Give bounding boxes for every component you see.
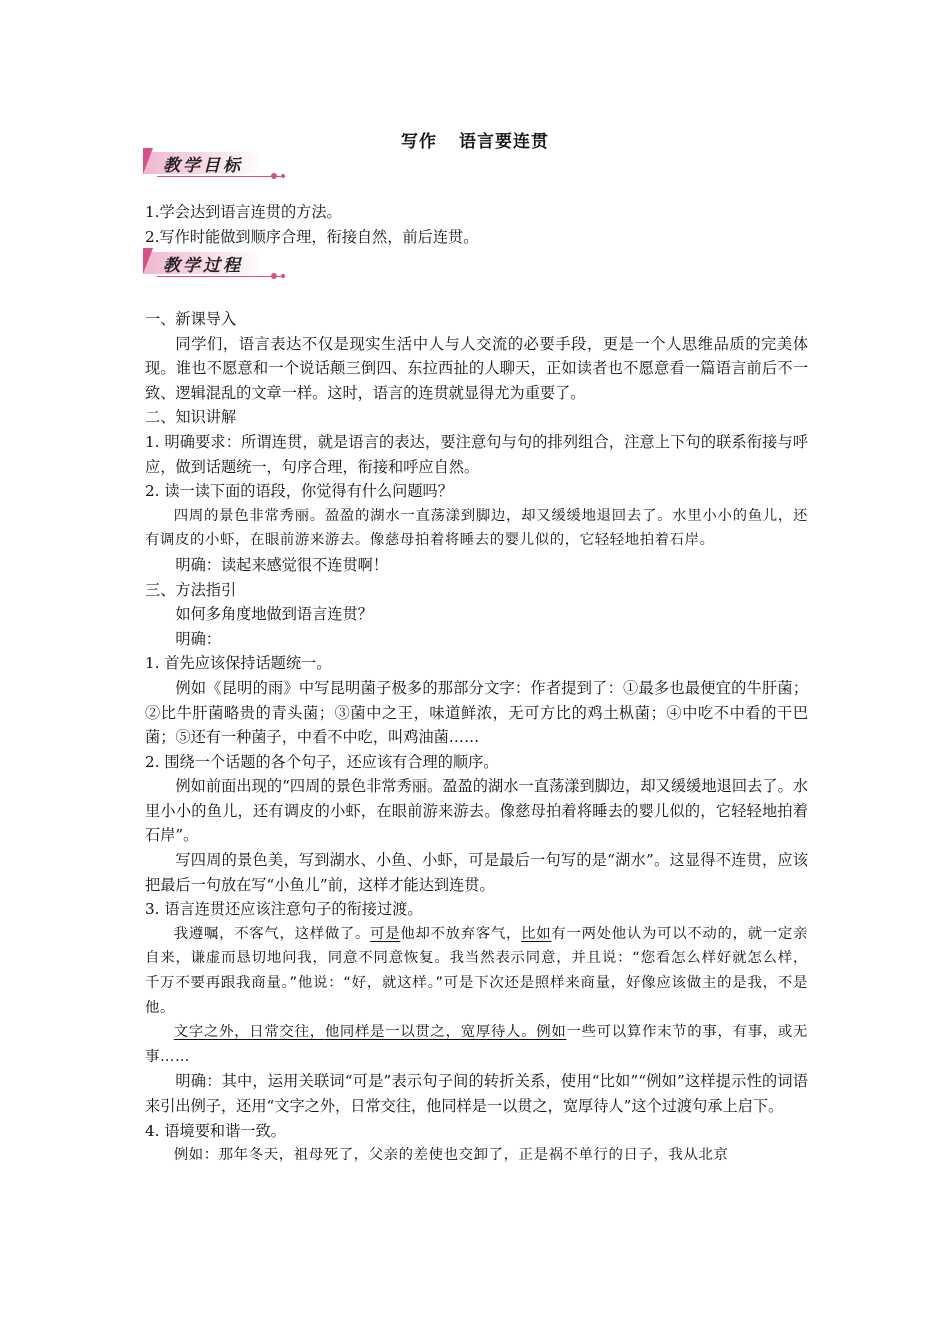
title-prefix: 写作 (401, 132, 437, 152)
heading-knowledge: 二、知识讲解 (145, 408, 237, 427)
section-heading-goals: 教学目标 (163, 156, 243, 176)
section-banner-goals (143, 148, 283, 178)
heading-method: 三、方法指引 (145, 580, 237, 599)
goal-item: 2.写作时能做到顺序合理，衔接自然，前后连贯。 (145, 228, 479, 246)
quote-passage: 我遵嘱，不客气，这样做了。可是他却不放弃客气，比如有一两处他认为可以不动的，就一定亲自来，谦虚而恳切地问我，同意不同意恢复。我当然表示同意，并且说：“您看怎么样好就怎么样，千万不要再跟我商量。”他说：“好，就这样。”可是下次还是照样来商量，好像应该做主的是我，不是他。 (145, 925, 809, 1016)
paragraph: 2. 围绕一个话题的各个句子，还应该有合理的顺序。 (145, 752, 499, 771)
paragraph: 明确：其中，运用关联词“可是”表示句子间的转折关系，使用“比如”“例如”这样提示性的词语来引出例子，还用“文字之外，日常交往，他同样是一以贯之，宽厚待人”这个过渡句承上启下。 (145, 1072, 808, 1115)
goal-item: 1.学会达到语言连贯的方法。 (145, 203, 342, 221)
title-main: 语言要连贯 (459, 132, 549, 152)
quote-passage: 四周的景色非常秀丽。盈盈的湖水一直荡漾到脚边，却又缓缓地退回去了。水里小小的鱼儿，还有调皮的小虾，在眼前游来游去。像慈母拍着将睡去的婴儿似的，它轻轻地拍着石岸。 (145, 507, 808, 549)
paragraph: 例如《昆明的雨》中写昆明菌子极多的那部分文字：作者提到了：①最多也最便宜的牛肝菌；②比牛肝菌略贵的青头菌；③菌中之王，味道鲜浓，无可方比的鸡土枞菌；④中吃不中看的干巴菌；⑤还有一种菌子，中看不中吃，叫鸡油菌…… (145, 678, 808, 747)
heading-intro: 一、新课导入 (145, 310, 237, 328)
dot-icon (281, 274, 285, 278)
paragraph: 明确： (175, 629, 221, 648)
paragraph: 例如前面出现的“四周的景色非常秀丽。盈盈的湖水一直荡漾到脚边，却又缓缓地退回去了。水里小小的鱼儿，还有调皮的小虾，在眼前游来游去。像慈母拍着将睡去的婴儿似的，它轻轻地拍着石岸”。 (145, 777, 808, 845)
paragraph: 1. 首先应该保持话题统一。 (145, 654, 332, 673)
paragraph: 3. 语言连贯还应该注意句子的衔接过渡。 (145, 900, 423, 919)
paragraph: 1. 明确要求：所谓连贯，就是语言的表达，要注意句与句的排列组合，注意上下句的联系衔接与呼应，做到话题统一，句序合理，衔接和呼应自然。 (145, 432, 808, 476)
paragraph: 同学们，语言表达不仅是现实生活中人与人交流的必要手段，更是一个人思维品质的完美体现。谁也不愿意和一个说话颠三倒四、东拉西扯的人聊天，正如读者也不愿意看一篇语言前后不一致、逻辑混乱的文章一样。这时，语言的连贯就显得尤为重要了。 (145, 334, 808, 402)
underlined-connective: 比如 (521, 925, 552, 942)
quote-passage: 文字之外，日常交往，他同样是一以贯之，宽厚待人。例如一些可以算作末节的事，有事，或无事…… (145, 1024, 808, 1065)
underlined-connective: 可是 (370, 925, 401, 942)
dot-icon (281, 174, 285, 178)
paragraph: 4. 语境要和谐一致。 (145, 1121, 286, 1140)
section-banner-process (143, 248, 283, 278)
paragraph: 2. 读一读下面的语段，你觉得有什么问题吗？ (145, 482, 453, 501)
underlined-transition: 文字之外，日常交往，他同样是一以贯之，宽厚待人。例如 (173, 1024, 567, 1041)
quote-passage: 例如：那年冬天，祖母死了，父亲的差使也交卸了，正是祸不单行的日子，我从北京 (173, 1147, 729, 1164)
dot-icon (271, 273, 277, 279)
goals-list (145, 200, 808, 250)
paragraph: 明确：读起来感觉很不连贯啊！ (175, 555, 389, 574)
lesson-body (145, 307, 808, 1168)
section-heading-process: 教学过程 (163, 256, 243, 276)
paragraph: 写四周的景色美，写到湖水、小鱼、小虾，可是最后一句写的是“湖水”。这显得不连贯，应该把最后一句放在写“小鱼儿”前，这样才能达到连贯。 (145, 851, 808, 894)
dot-icon (271, 173, 277, 179)
paragraph: 如何多角度地做到语言连贯？ (175, 605, 373, 624)
